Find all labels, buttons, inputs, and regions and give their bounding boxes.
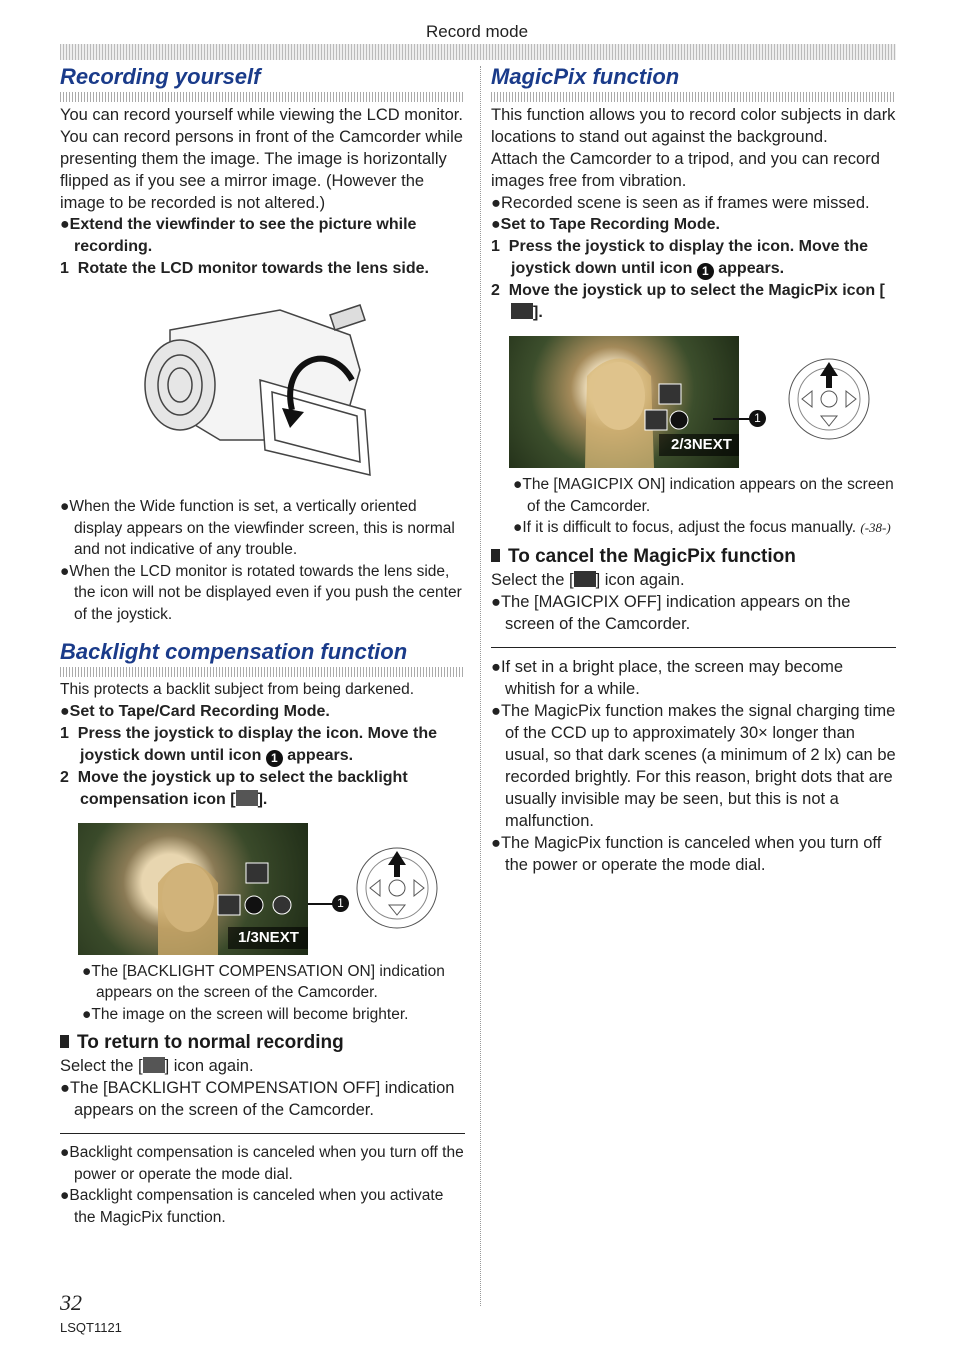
note-text: Backlight compensation is canceled when you activate the MagicPix function. bbox=[69, 1187, 444, 1226]
backlight-screen-figure bbox=[60, 823, 465, 955]
screen-page-indicator: 2/3NEXT bbox=[671, 436, 732, 453]
magicpix-intro-2: Attach the Camcorder to a tripod, and you can record images free from vibration. bbox=[491, 150, 880, 190]
recording-bullet-text: Extend the viewfinder to see the picture while recording. bbox=[69, 216, 417, 255]
magicpix-step-1 bbox=[491, 236, 896, 280]
instruction-text: ] icon again. bbox=[595, 570, 685, 589]
callout-1-icon: 1 bbox=[697, 263, 714, 280]
return-normal-heading bbox=[60, 1031, 465, 1055]
step-text: Move the joystick up to select the MagicPix icon [ bbox=[508, 282, 885, 299]
title-underline bbox=[491, 92, 896, 102]
return-bullet: ●The [BACKLIGHT COMPENSATION OFF] indication appears on the screen of the Camcorder. bbox=[60, 1079, 455, 1119]
note-text: The MagicPix function is canceled when you turn off the power or operate the mode dial. bbox=[500, 833, 882, 874]
joystick-icon bbox=[786, 356, 872, 442]
note-text: When the LCD monitor is rotated towards the lens side, the icon will not be displayed even if you push the center of the joystick. bbox=[69, 562, 462, 623]
magicpix-screen-figure bbox=[491, 336, 896, 468]
backlight-step-2 bbox=[60, 767, 465, 811]
note-text: Backlight compensation is canceled when you turn off the power or operate the mode dial. bbox=[69, 1144, 464, 1183]
note-text: The [MAGICPIX ON] indication appears on the screen of the Camcorder. bbox=[522, 476, 894, 515]
magicpix-note-2: ●If it is difficult to focus, adjust the focus manually. (-38-) bbox=[513, 519, 891, 536]
callout-1-icon: 1 bbox=[266, 750, 283, 767]
step-text: ]. bbox=[533, 304, 543, 321]
cancel-bullet: ●The [MAGICPIX OFF] indication appears on the screen of the Camcorder. bbox=[491, 592, 851, 633]
title-underline bbox=[60, 667, 465, 677]
note-text: When the Wide function is set, a vertically oriented display appears on the viewfinder screen, this is normal and not indicative of any trouble. bbox=[69, 498, 455, 558]
step-text: Press the joystick to display the icon. Move the joystick down until icon bbox=[77, 724, 438, 764]
step-text: Move the joystick up to select the backlight compensation icon [ bbox=[77, 768, 408, 808]
backlight-note-2: ●The image on the screen will become brighter. bbox=[82, 1005, 409, 1023]
backlight-intro: This protects a backlit subject from being darkened. bbox=[60, 681, 415, 698]
page-number: 32 bbox=[60, 1290, 82, 1315]
page-reference: (-38-) bbox=[860, 520, 891, 535]
callout-1-marker: 1 bbox=[332, 895, 349, 912]
step-text: ]. bbox=[257, 790, 268, 808]
bullet-text: The [MAGICPIX OFF] indication appears on the screen of the Camcorder. bbox=[500, 592, 851, 633]
heading-square-icon bbox=[60, 1035, 69, 1048]
left-column bbox=[60, 62, 465, 1228]
callout-line bbox=[308, 903, 334, 905]
backlight-icon bbox=[143, 1057, 165, 1073]
step-text: Rotate the LCD monitor towards the lens side. bbox=[77, 260, 429, 277]
header-bar bbox=[60, 44, 896, 60]
magicpix-foot-3: ●The MagicPix function is canceled when you turn off the power or operate the mode dial. bbox=[491, 833, 882, 874]
magicpix-foot-2: ●The MagicPix function makes the signal charging time of the CCD up to approximately 30× longer than usual, so that dark scenes (a minimum of 2 lx) can be recorded brightly. For this reason, bright dots that are usually invisible may be seen, but this is not a malfunction. bbox=[491, 701, 896, 830]
section-rule bbox=[491, 647, 896, 648]
magicpix-intro-1: This function allows you to record color subjects in dark locations to stand out against the background. bbox=[491, 106, 896, 146]
backlight-icon bbox=[236, 790, 258, 806]
note-text: The [BACKLIGHT COMPENSATION ON] indication appears on the screen of the Camcorder. bbox=[91, 962, 445, 1001]
return-instruction bbox=[60, 1055, 465, 1077]
callout-line bbox=[713, 418, 751, 420]
bullet-text: The [BACKLIGHT COMPENSATION OFF] indication appears on the screen of the Camcorder. bbox=[69, 1079, 455, 1119]
instruction-text: Select the [ bbox=[60, 1057, 143, 1075]
magicpix-icon bbox=[511, 303, 533, 319]
backlight-note-1: ●The [BACKLIGHT COMPENSATION ON] indication appears on the screen of the Camcorder. bbox=[82, 962, 445, 1001]
heading-text: To cancel the MagicPix function bbox=[508, 545, 796, 567]
recording-bullet: ●Extend the viewfinder to see the picture while recording. bbox=[60, 216, 417, 255]
heading-text: To return to normal recording bbox=[77, 1032, 344, 1053]
right-column bbox=[491, 62, 896, 876]
callout-1-marker: 1 bbox=[749, 410, 766, 427]
instruction-text: Select the [ bbox=[491, 570, 574, 589]
bullet-text: Set to Tape/Card Recording Mode. bbox=[69, 702, 330, 720]
step-text: appears. bbox=[287, 746, 354, 764]
joystick-icon bbox=[354, 845, 440, 931]
magicpix-title: MagicPix function bbox=[491, 64, 680, 89]
step-text: appears. bbox=[718, 260, 785, 277]
lcd-screen-image bbox=[509, 336, 739, 468]
step-number: 1 bbox=[60, 724, 69, 742]
backlight-bullet: ●Set to Tape/Card Recording Mode. bbox=[60, 702, 330, 720]
step-number: 2 bbox=[60, 768, 69, 786]
document-code: LSQT1121 bbox=[60, 1320, 122, 1335]
recording-yourself-title: Recording yourself bbox=[60, 64, 261, 89]
recording-note-2: ●When the LCD monitor is rotated towards the lens side, the icon will not be displayed even if you push the center of the joystick. bbox=[60, 562, 462, 623]
section-rule bbox=[60, 1133, 465, 1134]
magicpix-bullet-2: ●Set to Tape Recording Mode. bbox=[491, 216, 720, 233]
cancel-magicpix-heading bbox=[491, 545, 896, 569]
note-text: If set in a bright place, the screen may become whitish for a while. bbox=[500, 657, 844, 698]
step-number: 2 bbox=[491, 282, 500, 299]
recording-intro: You can record yourself while viewing the LCD monitor. You can record persons in front of the Camcorder while presenting them the image. The image is horizontally flipped as if you see a mirror image. (However the image to be recorded is not altered.) bbox=[60, 106, 463, 212]
step-text: Press the joystick to display the icon. Move the joystick down until icon bbox=[508, 238, 869, 277]
note-text: If it is difficult to focus, adjust the focus manually. bbox=[522, 519, 857, 536]
recording-step-1 bbox=[60, 258, 465, 280]
backlight-step-1 bbox=[60, 723, 465, 767]
magicpix-bullet-1: ●Recorded scene is seen as if frames were missed. bbox=[491, 194, 870, 212]
backlight-foot-1: ●Backlight compensation is canceled when you turn off the power or operate the mode dial. bbox=[60, 1144, 464, 1183]
magicpix-icon bbox=[574, 571, 596, 587]
camcorder-illustration bbox=[60, 290, 465, 480]
screen-page-indicator: 1/3NEXT bbox=[238, 928, 299, 946]
magicpix-foot-1: ●If set in a bright place, the screen may become whitish for a while. bbox=[491, 657, 844, 698]
step-number: 1 bbox=[491, 238, 500, 255]
bullet-text: Recorded scene is seen as if frames were missed. bbox=[500, 194, 870, 212]
lcd-screen-image bbox=[78, 823, 308, 955]
heading-square-icon bbox=[491, 549, 500, 562]
note-text: The image on the screen will become brighter. bbox=[91, 1005, 409, 1023]
column-divider bbox=[480, 66, 481, 1306]
step-number: 1 bbox=[60, 260, 69, 277]
backlight-title: Backlight compensation function bbox=[60, 639, 408, 664]
cancel-instruction bbox=[491, 569, 896, 591]
instruction-text: ] icon again. bbox=[164, 1057, 254, 1075]
page-header: Record mode bbox=[425, 22, 529, 41]
recording-note-1: ●When the Wide function is set, a vertically oriented display appears on the viewfinder screen, this is normal and not indicative of any trouble. bbox=[60, 498, 455, 558]
backlight-foot-2: ●Backlight compensation is canceled when you activate the MagicPix function. bbox=[60, 1187, 444, 1226]
magicpix-note-1: ●The [MAGICPIX ON] indication appears on the screen of the Camcorder. bbox=[513, 476, 894, 515]
bullet-text: Set to Tape Recording Mode. bbox=[500, 216, 720, 233]
note-text: The MagicPix function makes the signal charging time of the CCD up to approximately 30× longer than usual, so that dark scenes (a minimum of 2 lx) can be recorded brightly. For this reason, bright dots that are usually invisible may be seen, but this is not a malfunction. bbox=[500, 701, 896, 830]
magicpix-step-2 bbox=[491, 280, 896, 324]
title-underline bbox=[60, 92, 465, 102]
